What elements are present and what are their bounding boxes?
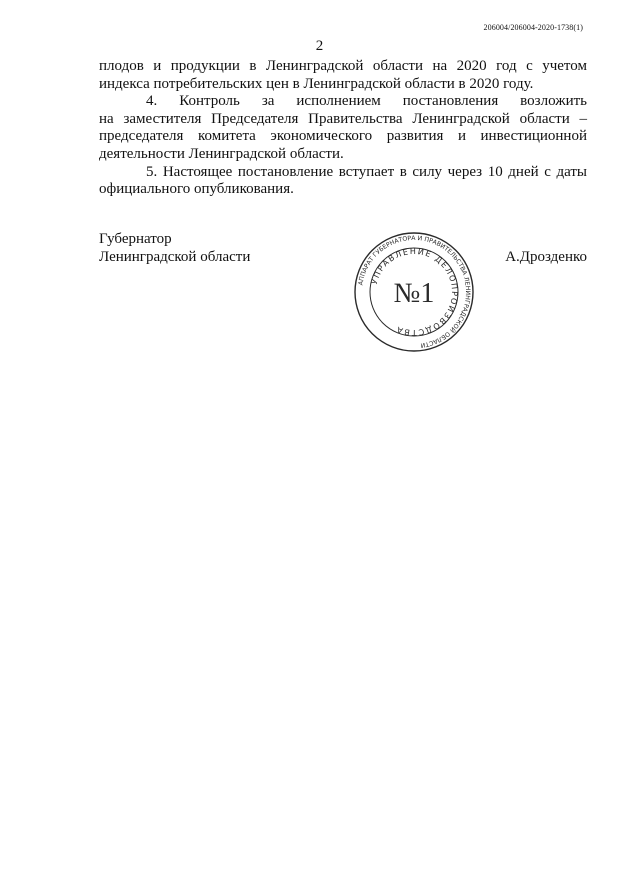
stamp-center-number: №1: [393, 278, 435, 309]
stamp-seal-graphic: [350, 232, 478, 352]
paragraph-4: [99, 93, 587, 163]
document-body: [99, 58, 587, 199]
paragraph-5-line-2: официального опубликования.: [99, 181, 294, 198]
paragraph-4-line-3: председателя комитета экономического развития и инвестиционной: [99, 128, 587, 145]
paragraph-1-line-2: индекса потребительских цен в Ленинградской области в 2020 году.: [99, 75, 534, 92]
paragraph-4-line-2: на заместителя Председателя Правительства Ленинградской области –: [99, 110, 587, 127]
paragraph-4-line-4: деятельности Ленинградской области.: [99, 145, 344, 162]
paragraph-1: [99, 58, 587, 93]
stamp-inner-text-graphic: УПРАВЛЕНИЕ ДЕЛОПРОИЗВОДСТВА: [369, 246, 460, 338]
paragraph-5-line-1: 5. Настоящее постановление вступает в силу через 10 дней с даты: [146, 163, 587, 180]
paragraph-5: [99, 164, 587, 199]
paragraph-1-line-1: плодов и продукции в Ленинградской области на 2020 год с учетом: [99, 58, 587, 74]
paragraph-4-line-1: 4. Контроль за исполнением постановления возложить: [146, 93, 587, 110]
signature-title-line-1: Губернатор: [99, 231, 172, 247]
signature-name: А.Дрозденко: [505, 249, 587, 265]
signature-title: [99, 231, 250, 266]
document-code: 206004/206004-2020-1738(1): [483, 23, 583, 32]
page-number: 2: [315, 38, 324, 54]
stamp-outer-text-graphic: АППАРАТ ГУБЕРНАТОРА И ПРАВИТЕЛЬСТВА ЛЕНИНГРАДСКОЙ ОБЛАСТИ: [357, 234, 472, 349]
signature-title-line-2: Ленинградской области: [99, 248, 251, 265]
official-stamp: [350, 232, 478, 352]
